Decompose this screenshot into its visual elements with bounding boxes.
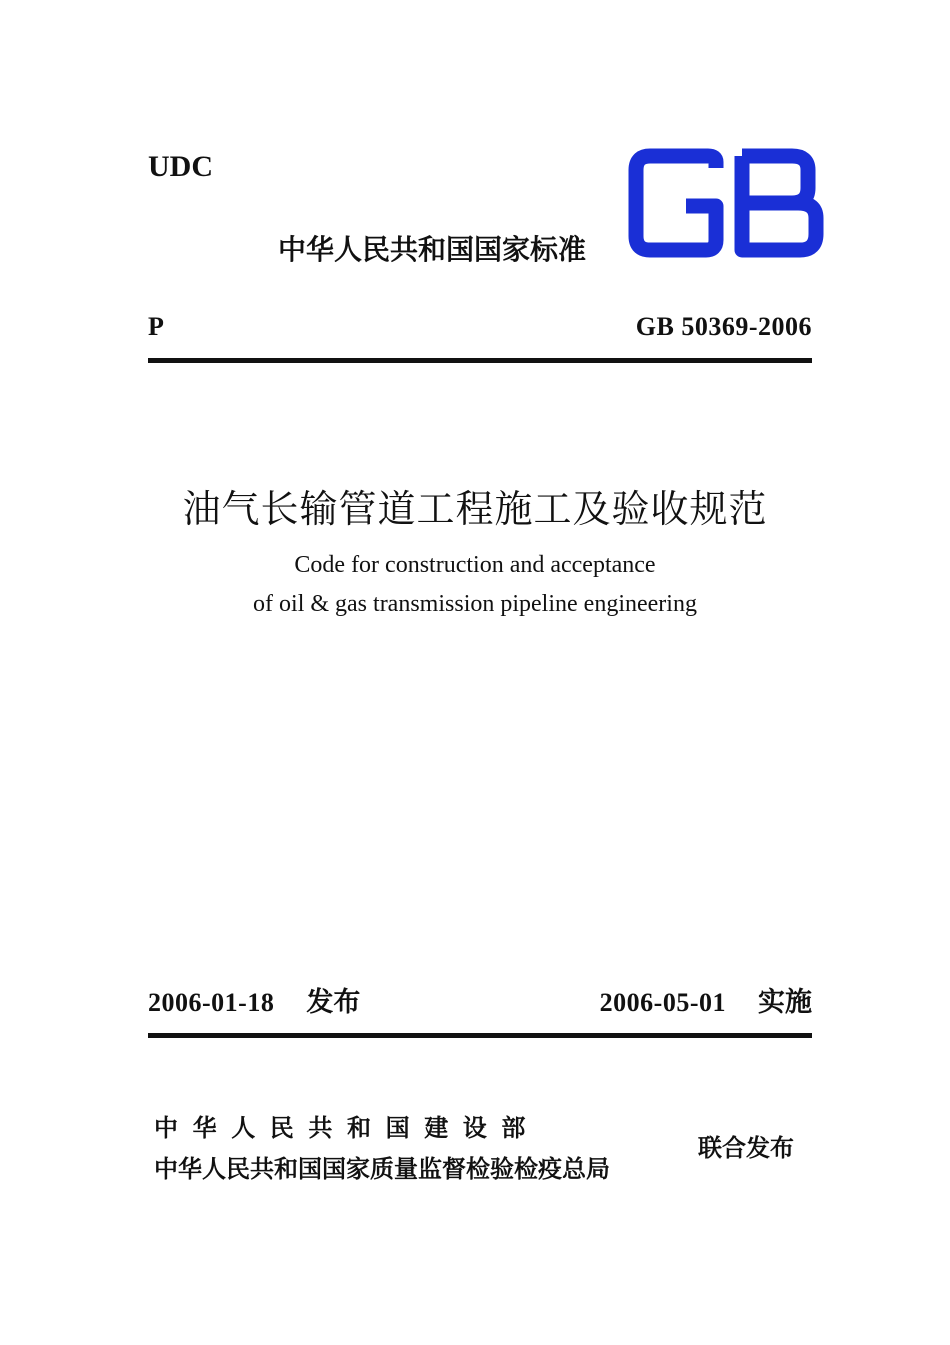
gb-logo [620, 148, 825, 260]
title-english-line2: of oil & gas transmission pipeline engineering [253, 591, 697, 617]
joint-issue-label: 联合发布 [698, 1134, 794, 1162]
top-divider [148, 358, 812, 363]
title-chinese: 油气长输管道工程施工及验收规范 [182, 487, 768, 531]
issue-date-block [148, 980, 360, 1019]
issuer-aqsiq: 中华人民共和国国家质量监督检验检疫总局 [154, 1155, 610, 1183]
udc-label: UDC [148, 150, 213, 183]
standard-number: GB 50369-2006 [635, 312, 812, 341]
national-standard-name: 中华人民共和国国家标准 [278, 233, 587, 266]
title-english-line1: Code for construction and acceptance [294, 552, 656, 578]
issue-date: 2006-01-18 [148, 988, 275, 1017]
effective-date: 2006-05-01 [599, 988, 726, 1017]
classification-code: P [148, 312, 164, 341]
effective-label: 实施 [758, 987, 812, 1018]
issuer-ministry-of-construction: 中华人民共和国建设部 [154, 1114, 540, 1142]
effective-date-block [600, 980, 812, 1019]
bottom-divider [148, 1033, 812, 1038]
issue-label: 发布 [306, 987, 361, 1018]
